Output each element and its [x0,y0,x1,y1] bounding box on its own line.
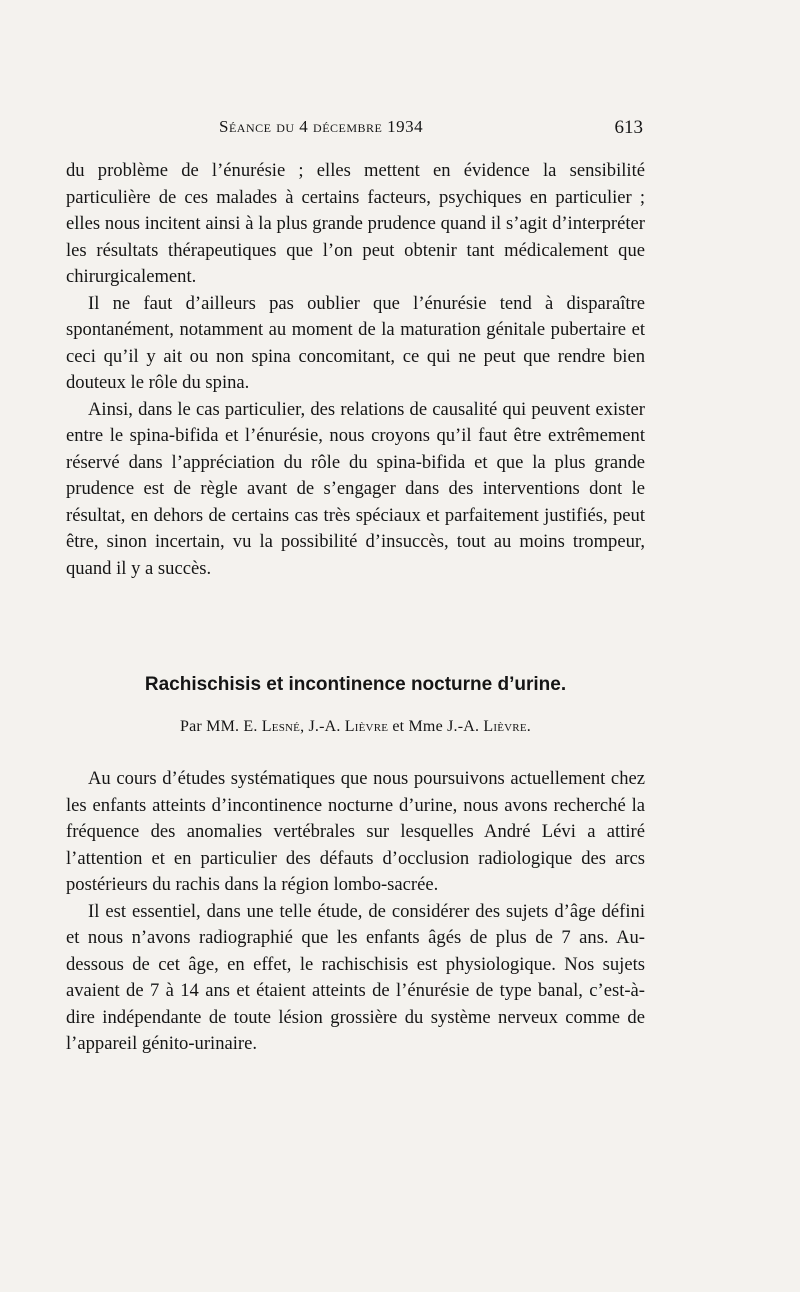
paragraph: Il ne faut d’ailleurs pas oublier que l’énurésie tend à disparaître spontanément, notamment au moment de la maturation génitale pubertaire et ceci qu’il y ait ou non spina concomitant, ce qui ne peut que rendre bien douteux le rôle du spina. [66,292,645,393]
byline-separator: , J.-A. [300,718,341,735]
byline-prefix: Par MM. E. [180,718,258,735]
body-text-bottom [66,766,645,1058]
body-text-top [66,158,645,582]
paragraph-continued: du problème de l’énurésie ; elles mettent en évidence la sensibilité particulière de ces malades à certains facteurs, psychiques en particulier ; elles nous incitent ainsi à la plus grande prudence quand il s’agit d’interpréter les résultats thérapeutiques que l’on peut obtenir tant médicalement que chirurgicalement. [66,160,645,287]
paragraph: Il est essentiel, dans une telle étude, de considérer des sujets d’âge défini et nous n’avons radiographié que les enfants âgés de plus de 7 ans. Au-dessous de cet âge, en effet, le rachischisis est physiologique. Nos sujets avaient de 7 à 14 ans et étaient atteints de l’énurésie de type banal, c’est-à-dire indépendante de toute lésion grossière du système nerveux comme de l’appareil génito-urinaire. [66,900,645,1054]
page-header [66,117,643,141]
paragraph: Au cours d’études systématiques que nous poursuivons actuellement chez les enfants atteints d’incontinence nocturne d’urine, nous avons recherché la fréquence des anomalies vertébrales sur lesquelles André Lévi a attiré l’attention et en particulier des défauts d’occlusion radiologique des arcs postérieurs du rachis dans la région lombo-sacrée. [66,768,645,895]
page-number: 613 [614,117,643,138]
author-name: Lesné [261,718,301,735]
paragraph: Ainsi, dans le cas particulier, des relations de causalité qui peuvent exister entre le spina-bifida et l’énurésie, nous croyons qu’il faut être extrêmement réservé dans l’appréciation du rôle du spina-bifida et que la plus grande prudence est de règle avant de s’engager dans des interventions dont le résultat, en dehors de certains cas très spéciaux et parfaitement justifiés, peut être, sinon incertain, vu la possibilité d’insuccès, tout au moins trompeur, quand il y a succès. [66,398,645,579]
author-name: Lièvre [483,718,527,735]
article-title: Rachischisis et incontinence nocturne d’urine. [144,674,567,695]
byline-separator: et Mme J.-A. [388,718,480,735]
article-byline [66,718,645,736]
author-name: Lièvre [344,718,389,735]
running-title: Séance du 4 décembre 1934 [219,117,424,136]
byline-end: . [526,718,531,735]
